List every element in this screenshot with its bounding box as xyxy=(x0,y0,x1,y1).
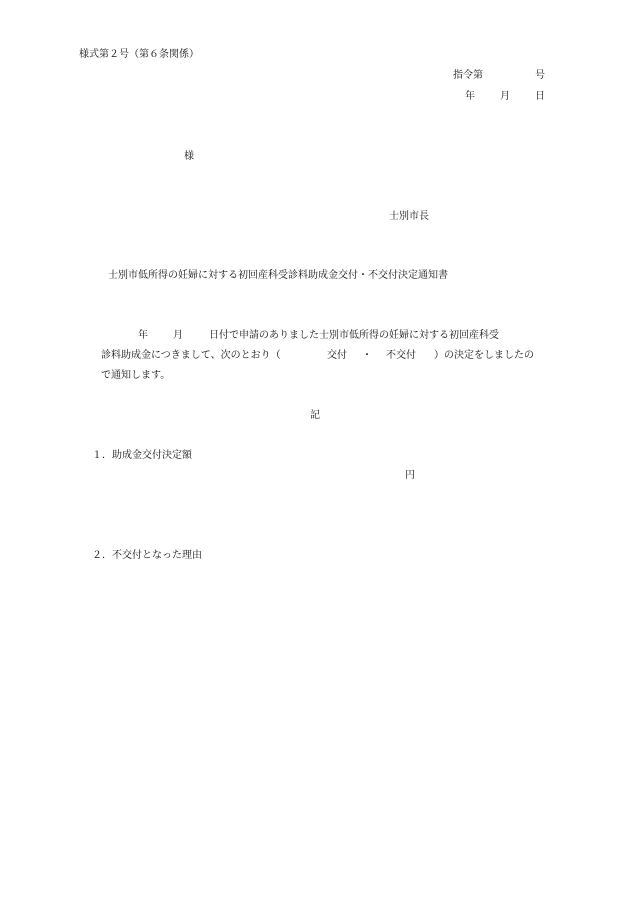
body-line-2-text-a: 診料助成金につきまして、次のとおり（ xyxy=(101,350,281,361)
item-2-label: ２．不交付となった理由 xyxy=(92,550,202,561)
option-grant: 交付 xyxy=(327,350,347,361)
option-separator: ・ xyxy=(362,350,372,361)
directive-number-suffix: 号 xyxy=(535,70,545,81)
body-line-2-text-b: ）の決定をしましたの xyxy=(434,350,534,361)
date-day: 日 xyxy=(535,91,545,102)
option-non-grant: 不交付 xyxy=(386,350,416,361)
issuer-name: 士別市長 xyxy=(389,211,429,222)
body-line-1-text: 日付で申請のありました士別市低所得の妊婦に対する初回産科受 xyxy=(209,330,499,341)
body-line-1-year: 年 xyxy=(138,330,148,341)
date-year: 年 xyxy=(465,91,475,102)
recipient-honorific: 様 xyxy=(184,151,194,162)
form-number: 様式第２号（第６条関係） xyxy=(79,49,199,60)
date-month: 月 xyxy=(500,91,510,102)
body-line-3-text: で通知します。 xyxy=(101,370,171,381)
directive-number-prefix: 指令第 xyxy=(453,70,483,81)
item-1-unit: 円 xyxy=(405,470,415,481)
ki-heading: 記 xyxy=(310,410,320,421)
item-1-label: １．助成金交付決定額 xyxy=(92,450,192,461)
document-title: 士別市低所得の妊婦に対する初回産科受診料助成金交付・不交付決定通知書 xyxy=(108,270,448,281)
body-line-1-month: 月 xyxy=(173,330,183,341)
